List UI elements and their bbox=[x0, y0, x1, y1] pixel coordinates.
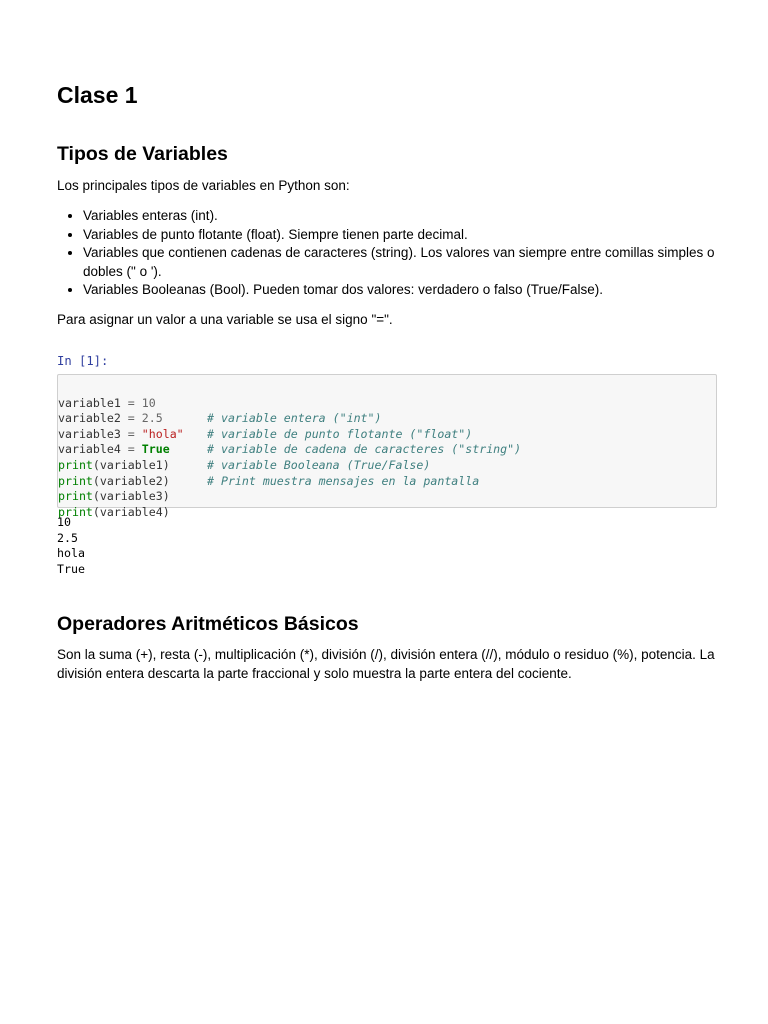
output-line: 2.5 bbox=[57, 530, 78, 545]
code-comment: # Print muestra mensajes en la pantalla bbox=[207, 473, 480, 488]
output-line: 10 bbox=[57, 515, 71, 529]
code-value: 10 bbox=[141, 395, 156, 410]
code-comment: # variable Booleana (True/False) bbox=[207, 457, 431, 472]
output-line: hola bbox=[57, 546, 85, 561]
code-builtin: print bbox=[58, 489, 93, 504]
code-operator: = bbox=[120, 411, 142, 426]
code-operator: = bbox=[120, 442, 142, 457]
code-operator: = bbox=[120, 426, 142, 441]
code-line bbox=[58, 489, 698, 519]
code-cell[interactable] bbox=[57, 374, 717, 519]
code-comment: # variable de cadena de caracteres ("string") bbox=[207, 442, 522, 457]
code-variable: variable3 bbox=[58, 426, 121, 441]
list-item: • Variables que contienen cadenas de caracteres (string). Los valores van siempre entre comillas simples o dobles (" o '). bbox=[83, 244, 745, 281]
list-item: • Variables de punto flotante (float). Siempre tienen parte decimal. bbox=[83, 226, 745, 245]
input-prompt: In [1]: bbox=[57, 354, 109, 368]
list-item: • Variables Booleanas (Bool). Pueden tomar dos valores: verdadero o falso (True/False). bbox=[83, 281, 745, 300]
code-builtin: print bbox=[58, 504, 93, 519]
section-heading-variables: Tipos de Variables bbox=[57, 143, 228, 165]
code-comment: # variable entera ("int") bbox=[207, 411, 382, 426]
variable-types-list bbox=[57, 207, 745, 300]
output-line: True bbox=[57, 561, 85, 576]
list-item: • Variables enteras (int). bbox=[83, 207, 745, 226]
code-variable: variable1 bbox=[58, 395, 121, 410]
page-title: Clase 1 bbox=[57, 82, 138, 108]
code-args: (variable2) bbox=[92, 473, 170, 488]
operators-paragraph: Son la suma (+), resta (-), multiplicación (*), división (/), división entera (//), módulo o residuo (%), potencia. La división entera descarta la parte fraccional y solo muestra la parte entera del cociente. bbox=[57, 647, 715, 681]
code-value: 2.5 bbox=[141, 411, 163, 426]
code-args: (variable3) bbox=[92, 489, 170, 504]
code-builtin: print bbox=[58, 473, 93, 488]
code-operator: = bbox=[120, 395, 142, 410]
code-string: "hola" bbox=[141, 426, 184, 441]
assign-paragraph: Para asignar un valor a una variable se usa el signo "=". bbox=[57, 312, 393, 327]
cell-output bbox=[57, 515, 85, 577]
code-keyword: True bbox=[141, 442, 170, 457]
intro-paragraph: Los principales tipos de variables en Python son: bbox=[57, 178, 350, 193]
code-variable: variable2 bbox=[58, 411, 121, 426]
code-args: (variable4) bbox=[92, 504, 170, 519]
code-variable: variable4 bbox=[58, 442, 121, 457]
section-heading-operators: Operadores Aritméticos Básicos bbox=[57, 613, 359, 635]
code-builtin: print bbox=[58, 457, 93, 472]
code-comment: # variable de punto flotante ("float") bbox=[207, 426, 473, 441]
code-args: (variable1) bbox=[92, 457, 170, 472]
code-line bbox=[58, 474, 698, 504]
